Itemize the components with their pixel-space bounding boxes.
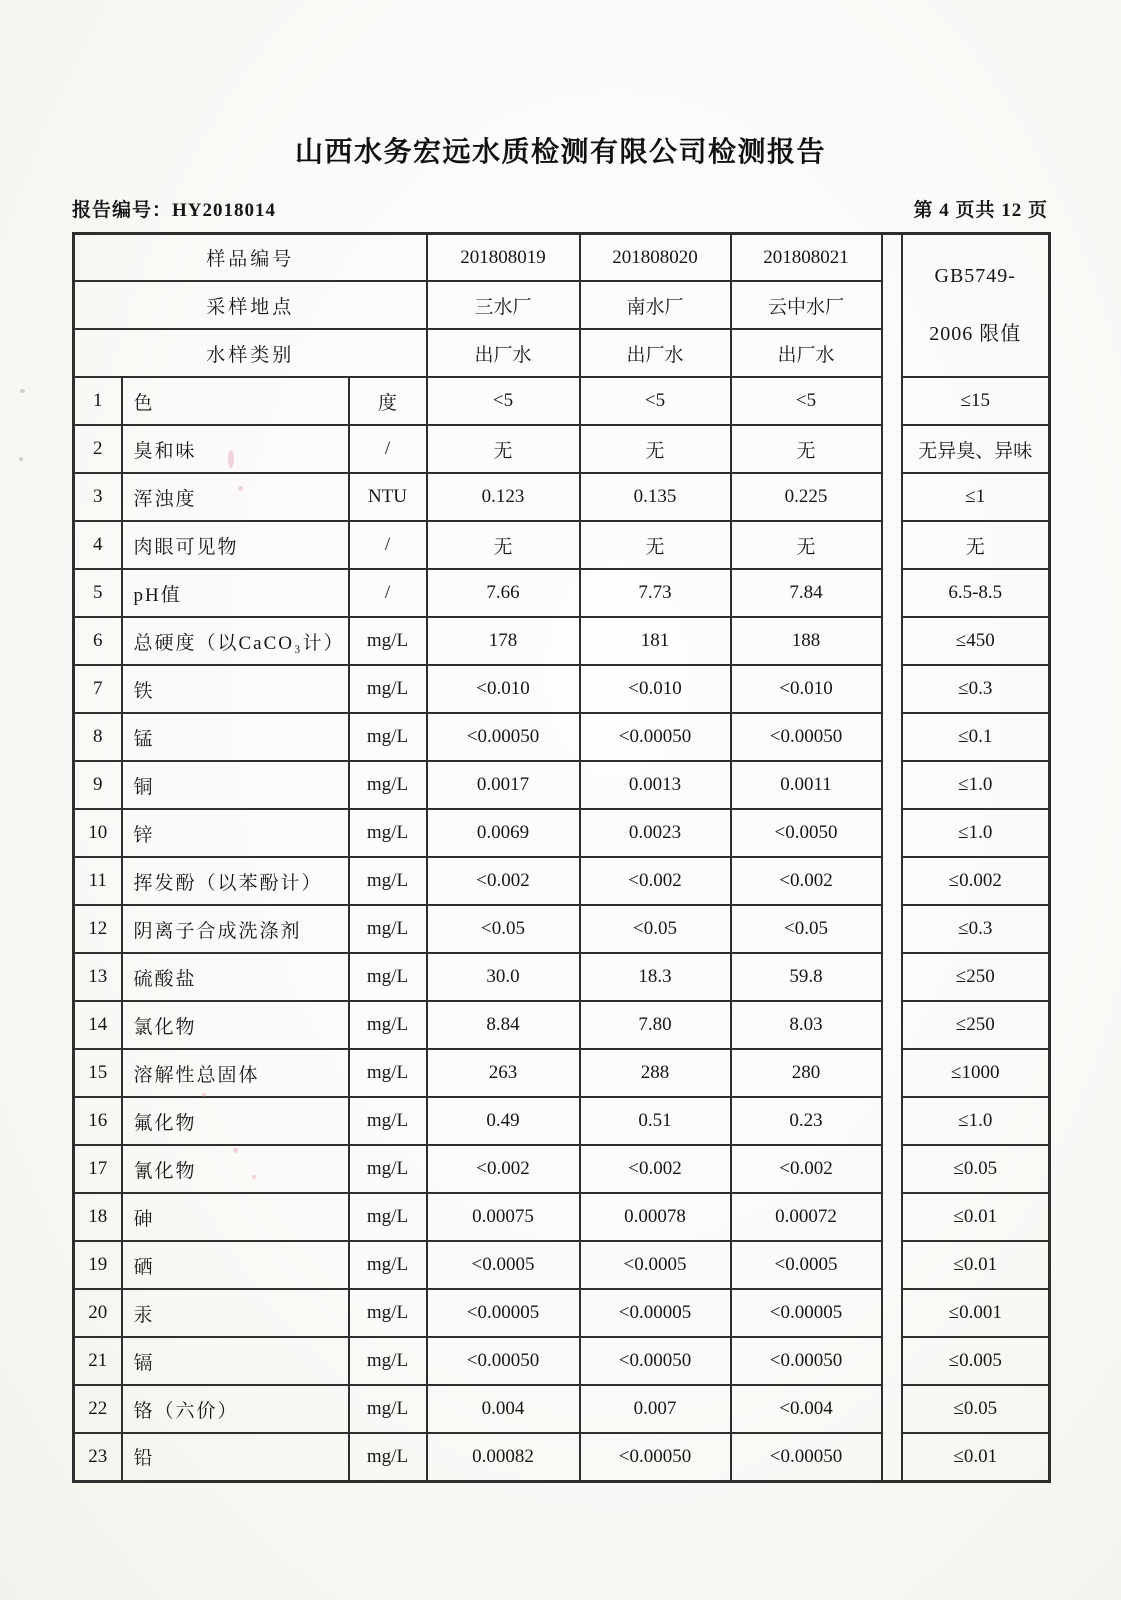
separator-column: [882, 1385, 902, 1433]
scan-speckle: [20, 389, 25, 393]
parameter-name: 锌: [122, 809, 349, 857]
sample2-value: 无: [580, 425, 731, 473]
row-number: 9: [74, 761, 122, 809]
sample2-value: <0.05: [580, 905, 731, 953]
sample1-id: 201808019: [427, 234, 580, 282]
sample3-value: 8.03: [731, 1001, 882, 1049]
row-number: 12: [74, 905, 122, 953]
limit-value: ≤250: [902, 1001, 1050, 1049]
sample3-value: <0.0050: [731, 809, 882, 857]
sample3-value: 0.225: [731, 473, 882, 521]
table-row: [74, 1049, 1050, 1097]
sample1-value: 0.0069: [427, 809, 580, 857]
sample2-value: <5: [580, 377, 731, 425]
sample1-value: 263: [427, 1049, 580, 1097]
parameter-name: 硫酸盐: [122, 953, 349, 1001]
parameter-name: 氰化物: [122, 1145, 349, 1193]
table-row: [74, 1193, 1050, 1241]
row-number: 18: [74, 1193, 122, 1241]
parameter-name: 铜: [122, 761, 349, 809]
sample1-value: <0.010: [427, 665, 580, 713]
sample3-value: 0.00072: [731, 1193, 882, 1241]
row-number: 14: [74, 1001, 122, 1049]
sample2-value: 18.3: [580, 953, 731, 1001]
parameter-unit: mg/L: [349, 761, 427, 809]
separator-column: [882, 1289, 902, 1337]
table-row: [74, 473, 1050, 521]
row-number: 1: [74, 377, 122, 425]
sample1-value: <0.05: [427, 905, 580, 953]
sample3-value: 7.84: [731, 569, 882, 617]
sample3-value: 无: [731, 521, 882, 569]
header-row-sample-id: [74, 234, 1050, 282]
sample1-location: 三水厂: [427, 281, 580, 329]
sample1-value: 0.00075: [427, 1193, 580, 1241]
parameter-name: 总硬度（以CaCO₃计）: [122, 617, 349, 665]
sample3-value: 188: [731, 617, 882, 665]
sample2-value: <0.00050: [580, 713, 731, 761]
parameter-unit: mg/L: [349, 953, 427, 1001]
sample1-type: 出厂水: [427, 329, 580, 377]
sample3-value: <0.00050: [731, 1337, 882, 1385]
limit-value: ≤250: [902, 953, 1050, 1001]
table-row: [74, 761, 1050, 809]
row-number: 2: [74, 425, 122, 473]
separator-column: [882, 1193, 902, 1241]
separator-column: [882, 473, 902, 521]
separator-column: [882, 1049, 902, 1097]
table-row: [74, 1145, 1050, 1193]
limit-header-line2: 2006 限值: [929, 323, 1022, 346]
limit-value: 无: [902, 521, 1050, 569]
row-number: 6: [74, 617, 122, 665]
parameter-unit: /: [349, 521, 427, 569]
parameter-unit: mg/L: [349, 1001, 427, 1049]
limit-value: ≤0.005: [902, 1337, 1050, 1385]
parameter-unit: mg/L: [349, 1433, 427, 1481]
parameter-name: 浑浊度: [122, 473, 349, 521]
header-label-sample-type: 水样类别: [74, 329, 427, 377]
limit-value: ≤0.05: [902, 1145, 1050, 1193]
parameter-name: 汞: [122, 1289, 349, 1337]
parameter-name: 臭和味: [122, 425, 349, 473]
row-number: 19: [74, 1241, 122, 1289]
table-row: [74, 1337, 1050, 1385]
separator-column: [882, 1433, 902, 1481]
report-meta-row: [72, 195, 1048, 222]
parameter-name: 镉: [122, 1337, 349, 1385]
sample2-type: 出厂水: [580, 329, 731, 377]
sample2-value: 0.0013: [580, 761, 731, 809]
sample3-value: 0.23: [731, 1097, 882, 1145]
limit-value: ≤1: [902, 473, 1050, 521]
table-row: [74, 905, 1050, 953]
sample3-value: <0.0005: [731, 1241, 882, 1289]
table-row: [74, 1289, 1050, 1337]
sample1-value: 0.00082: [427, 1433, 580, 1481]
parameter-unit: /: [349, 569, 427, 617]
table-row: [74, 569, 1050, 617]
sample3-value: <0.00005: [731, 1289, 882, 1337]
parameter-unit: mg/L: [349, 1337, 427, 1385]
sample3-value: 无: [731, 425, 882, 473]
parameter-unit: 度: [349, 377, 427, 425]
separator-column: [882, 1337, 902, 1385]
parameter-unit: mg/L: [349, 1049, 427, 1097]
sample2-value: <0.002: [580, 1145, 731, 1193]
row-number: 22: [74, 1385, 122, 1433]
separator-column: [882, 569, 902, 617]
limit-value: ≤0.001: [902, 1289, 1050, 1337]
parameter-name: 色: [122, 377, 349, 425]
page-indicator: 第 4 页共 12 页: [913, 200, 1048, 221]
sample1-value: <0.00005: [427, 1289, 580, 1337]
parameter-unit: mg/L: [349, 617, 427, 665]
parameter-name: 氟化物: [122, 1097, 349, 1145]
limit-value: ≤0.01: [902, 1241, 1050, 1289]
sample2-value: 0.51: [580, 1097, 731, 1145]
parameter-name: 硒: [122, 1241, 349, 1289]
sample2-value: 0.007: [580, 1385, 731, 1433]
parameter-unit: mg/L: [349, 1241, 427, 1289]
table-row: [74, 713, 1050, 761]
separator-column: [882, 377, 902, 425]
limit-value: ≤1000: [902, 1049, 1050, 1097]
sample2-value: <0.00050: [580, 1337, 731, 1385]
sample3-value: <0.002: [731, 1145, 882, 1193]
sample2-value: <0.00050: [580, 1433, 731, 1481]
parameter-unit: mg/L: [349, 1193, 427, 1241]
row-number: 15: [74, 1049, 122, 1097]
sample3-value: <0.00050: [731, 713, 882, 761]
sample2-value: <0.00005: [580, 1289, 731, 1337]
limit-value: ≤0.01: [902, 1193, 1050, 1241]
table-row: [74, 377, 1050, 425]
separator-column: [882, 665, 902, 713]
table-row: [74, 857, 1050, 905]
row-number: 7: [74, 665, 122, 713]
row-number: 8: [74, 713, 122, 761]
limit-column-header: [902, 234, 1050, 378]
sample2-value: 0.0023: [580, 809, 731, 857]
limit-value: ≤1.0: [902, 1097, 1050, 1145]
sample1-value: <0.00050: [427, 713, 580, 761]
page-title: 山西水务宏远水质检测有限公司检测报告: [294, 136, 826, 167]
sample2-value: 7.73: [580, 569, 731, 617]
separator-column: [882, 857, 902, 905]
separator-column: [882, 1241, 902, 1289]
sample1-value: 无: [427, 521, 580, 569]
parameter-name: 锰: [122, 713, 349, 761]
parameter-unit: mg/L: [349, 1385, 427, 1433]
sample2-value: <0.0005: [580, 1241, 731, 1289]
separator-column: [882, 234, 902, 378]
report-number: 报告编号：HY2018014: [72, 200, 277, 221]
separator-column: [882, 425, 902, 473]
table-row: [74, 617, 1050, 665]
sample1-value: 7.66: [427, 569, 580, 617]
sample2-value: <0.002: [580, 857, 731, 905]
sample3-id: 201808021: [731, 234, 882, 282]
sample2-value: 288: [580, 1049, 731, 1097]
table-row: [74, 521, 1050, 569]
limit-value: 6.5-8.5: [902, 569, 1050, 617]
parameter-name: 铅: [122, 1433, 349, 1481]
sample3-value: <0.05: [731, 905, 882, 953]
parameter-unit: /: [349, 425, 427, 473]
sample2-value: 0.135: [580, 473, 731, 521]
sample2-value: 无: [580, 521, 731, 569]
parameter-unit: mg/L: [349, 1289, 427, 1337]
sample3-location: 云中水厂: [731, 281, 882, 329]
sample3-type: 出厂水: [731, 329, 882, 377]
sample3-value: <5: [731, 377, 882, 425]
sample3-value: 280: [731, 1049, 882, 1097]
parameter-name: 铁: [122, 665, 349, 713]
separator-column: [882, 809, 902, 857]
scan-speckle: [19, 457, 23, 461]
row-number: 5: [74, 569, 122, 617]
separator-column: [882, 1001, 902, 1049]
sample1-value: 0.123: [427, 473, 580, 521]
separator-column: [882, 1097, 902, 1145]
parameter-name: 铬（六价）: [122, 1385, 349, 1433]
sample3-value: 0.0011: [731, 761, 882, 809]
sample3-value: <0.002: [731, 857, 882, 905]
row-number: 13: [74, 953, 122, 1001]
row-number: 23: [74, 1433, 122, 1481]
parameter-name: 氯化物: [122, 1001, 349, 1049]
parameter-name: 砷: [122, 1193, 349, 1241]
sample2-id: 201808020: [580, 234, 731, 282]
sample1-value: <0.00050: [427, 1337, 580, 1385]
table-row: [74, 425, 1050, 473]
parameter-unit: mg/L: [349, 713, 427, 761]
table-header: [74, 234, 1050, 378]
sample2-value: <0.010: [580, 665, 731, 713]
header-label-location: 采样地点: [74, 281, 427, 329]
parameter-name: 肉眼可见物: [122, 521, 349, 569]
sample1-value: 8.84: [427, 1001, 580, 1049]
separator-column: [882, 617, 902, 665]
sample1-value: <5: [427, 377, 580, 425]
table-row: [74, 953, 1050, 1001]
limit-value: ≤0.3: [902, 665, 1050, 713]
separator-column: [882, 905, 902, 953]
limit-value: ≤1.0: [902, 761, 1050, 809]
sample1-value: 0.49: [427, 1097, 580, 1145]
sample2-value: 7.80: [580, 1001, 731, 1049]
row-number: 11: [74, 857, 122, 905]
sample3-value: 59.8: [731, 953, 882, 1001]
parameter-name: 溶解性总固体: [122, 1049, 349, 1097]
separator-column: [882, 713, 902, 761]
limit-header-line1: GB5749-: [934, 264, 1016, 287]
sample2-value: 0.00078: [580, 1193, 731, 1241]
sample3-value: <0.00050: [731, 1433, 882, 1481]
parameter-unit: NTU: [349, 473, 427, 521]
table-body: [74, 377, 1050, 1481]
limit-value: ≤0.05: [902, 1385, 1050, 1433]
limit-value: ≤0.01: [902, 1433, 1050, 1481]
separator-column: [882, 761, 902, 809]
parameter-name: 阴离子合成洗涤剂: [122, 905, 349, 953]
sample1-value: <0.0005: [427, 1241, 580, 1289]
limit-value: ≤15: [902, 377, 1050, 425]
sample3-value: <0.010: [731, 665, 882, 713]
limit-value: ≤450: [902, 617, 1050, 665]
sample1-value: <0.002: [427, 1145, 580, 1193]
row-number: 17: [74, 1145, 122, 1193]
limit-value: ≤0.002: [902, 857, 1050, 905]
separator-column: [882, 521, 902, 569]
sample2-value: 181: [580, 617, 731, 665]
table-row: [74, 1241, 1050, 1289]
row-number: 20: [74, 1289, 122, 1337]
parameter-unit: mg/L: [349, 1145, 427, 1193]
parameter-unit: mg/L: [349, 665, 427, 713]
table-row: [74, 1001, 1050, 1049]
table-row: [74, 1097, 1050, 1145]
limit-value: ≤1.0: [902, 809, 1050, 857]
sample1-value: 0.004: [427, 1385, 580, 1433]
row-number: 10: [74, 809, 122, 857]
water-quality-table: [72, 232, 1051, 1483]
limit-value: ≤0.3: [902, 905, 1050, 953]
parameter-unit: mg/L: [349, 809, 427, 857]
table-row: [74, 665, 1050, 713]
sample1-value: <0.002: [427, 857, 580, 905]
row-number: 21: [74, 1337, 122, 1385]
parameter-name: 挥发酚（以苯酚计）: [122, 857, 349, 905]
table-row: [74, 809, 1050, 857]
parameter-name: pH值: [122, 569, 349, 617]
row-number: 4: [74, 521, 122, 569]
sample2-location: 南水厂: [580, 281, 731, 329]
limit-value: ≤0.1: [902, 713, 1050, 761]
sample1-value: 无: [427, 425, 580, 473]
table-row: [74, 1385, 1050, 1433]
sample1-value: 30.0: [427, 953, 580, 1001]
limit-value: 无异臭、异味: [902, 425, 1050, 473]
parameter-unit: mg/L: [349, 857, 427, 905]
row-number: 3: [74, 473, 122, 521]
separator-column: [882, 953, 902, 1001]
table-row: [74, 1433, 1050, 1481]
row-number: 16: [74, 1097, 122, 1145]
limit-header-text: [903, 235, 1049, 376]
sample1-value: 0.0017: [427, 761, 580, 809]
sample3-value: <0.004: [731, 1385, 882, 1433]
header-label-sample-id: 样品编号: [74, 234, 427, 282]
parameter-unit: mg/L: [349, 1097, 427, 1145]
parameter-unit: mg/L: [349, 905, 427, 953]
separator-column: [882, 1145, 902, 1193]
sample1-value: 178: [427, 617, 580, 665]
